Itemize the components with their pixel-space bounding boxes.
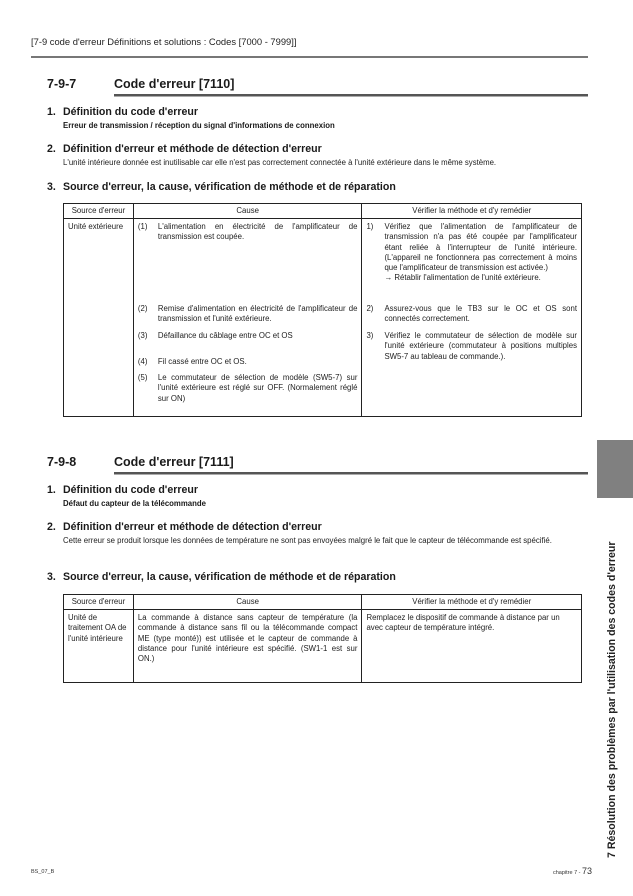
cause-item: (2) Remise d'alimentation en électricité de l'amplificateur de transmission et l'unité extérieure. [137,304,358,324]
column-header-cause: Cause [133,595,362,610]
cause-item: (5) Le commutateur de sélection de modèle (SW5-7) sur l'unité extérieure est réglé sur OFF. (Normalement réglé sur ON) [137,373,358,403]
remedy-cell [362,219,582,417]
cause-cell [133,219,362,417]
header-divider [31,56,588,58]
error-table-7110 [63,203,582,417]
subsection-heading: 3. Source d'erreur, la cause, vérification de méthode et de réparation [47,181,396,193]
section-title: Code d'erreur [7111] [114,455,234,469]
error-table-7111 [63,594,582,683]
column-header-remedy: Vérifier la méthode et d'y remédier [362,595,582,610]
remedy-item: 3) Vérifiez le commutateur de sélection de modèle sur l'unité extérieure (commutateur à positions multiples SW5-7 au tableau de commande.). [366,331,577,361]
detection-method-text: Cette erreur se produit lorsque les données de température ne sont pas envoyées malgré le fait que le capteur de télécommande est spécifié. [63,536,552,545]
cause-item: (4) Fil cassé entre OC et OS. [137,357,247,366]
error-source-cell: Unité extérieure [64,219,134,417]
footer-page-number: chapitre 7 - 73 [553,866,593,876]
cause-cell: La commande à distance sans capteur de température (la commande à distance sans fil ou la télécommande compact ME (type monté)) est utilisée et le capteur de commande à distance pour l'unité intérieure est spécifié. (SW1-1 est sur ON.) [133,610,362,683]
table-row [64,610,582,683]
subsection-heading: 1. Définition du code d'erreur [47,106,198,118]
page-header-breadcrumb: [7-9 code d'erreur Définitions et solutions : Codes [7000 - 7999]] [31,36,297,47]
cause-item: (1) L'alimentation en électricité de l'amplificateur de transmission est coupée. [137,222,358,242]
cause-item: (3) Défaillance du câblage entre OC et OS [137,331,293,340]
column-header-remedy: Vérifier la méthode et d'y remédier [362,204,582,219]
section-rule [114,94,588,97]
section-heading-7111 [31,455,588,475]
column-header-cause: Cause [133,204,362,219]
subsection-heading: 3. Source d'erreur, la cause, vérification de méthode et de réparation [47,571,396,583]
remedy-item: 1) Vérifiez que l'alimentation de l'amplificateur de transmission n'a pas été coupée par l'amplificateur étant reliée à l'interrupteur de l'unité intérieure. (L'appareil ne fonctionnera pas correctement à moins que l'amplificateur de transmission est activée.) → Rétablir l'alimentation de l'unité extérieure. [366,222,577,283]
table-row [64,219,582,417]
subsection-heading: 2. Définition d'erreur et méthode de détection d'erreur [47,143,322,155]
remedy-item: 2) Assurez-vous que le TB3 sur le OC et OS sont connectés correctement. [366,304,577,324]
section-number: 7-9-8 [47,455,77,469]
section-title: Code d'erreur [7110] [114,77,235,91]
column-header-source: Source d'erreur [64,595,134,610]
error-source-cell: Unité de traitement OA de l'unité intérieure [64,610,134,683]
section-number: 7-9-7 [47,77,77,91]
column-header-source: Source d'erreur [64,204,134,219]
footer-doc-code: BS_07_B [31,869,55,875]
chapter-side-tab [597,440,633,498]
error-definition: Erreur de transmission / réception du signal d'informations de connexion [63,121,335,130]
chapter-side-label: 7 Résolution des problèmes par l'utilisation des codes d'erreur [606,541,618,858]
section-heading-7110 [31,77,588,97]
detection-method-text: L'unité intérieure donnée est inutilisable car elle n'est pas correctement connectée à l'unité extérieure dans le même système. [63,158,497,167]
section-rule [114,472,588,475]
error-definition: Défaut du capteur de la télécommande [63,499,206,508]
remedy-cell: Remplacez le dispositif de commande à distance par un avec capteur de température intégré. [362,610,582,683]
subsection-heading: 1. Définition du code d'erreur [47,484,198,496]
subsection-heading: 2. Définition d'erreur et méthode de détection d'erreur [47,521,322,533]
remedy-action: → Rétablir l'alimentation de l'unité extérieure. [384,273,541,283]
